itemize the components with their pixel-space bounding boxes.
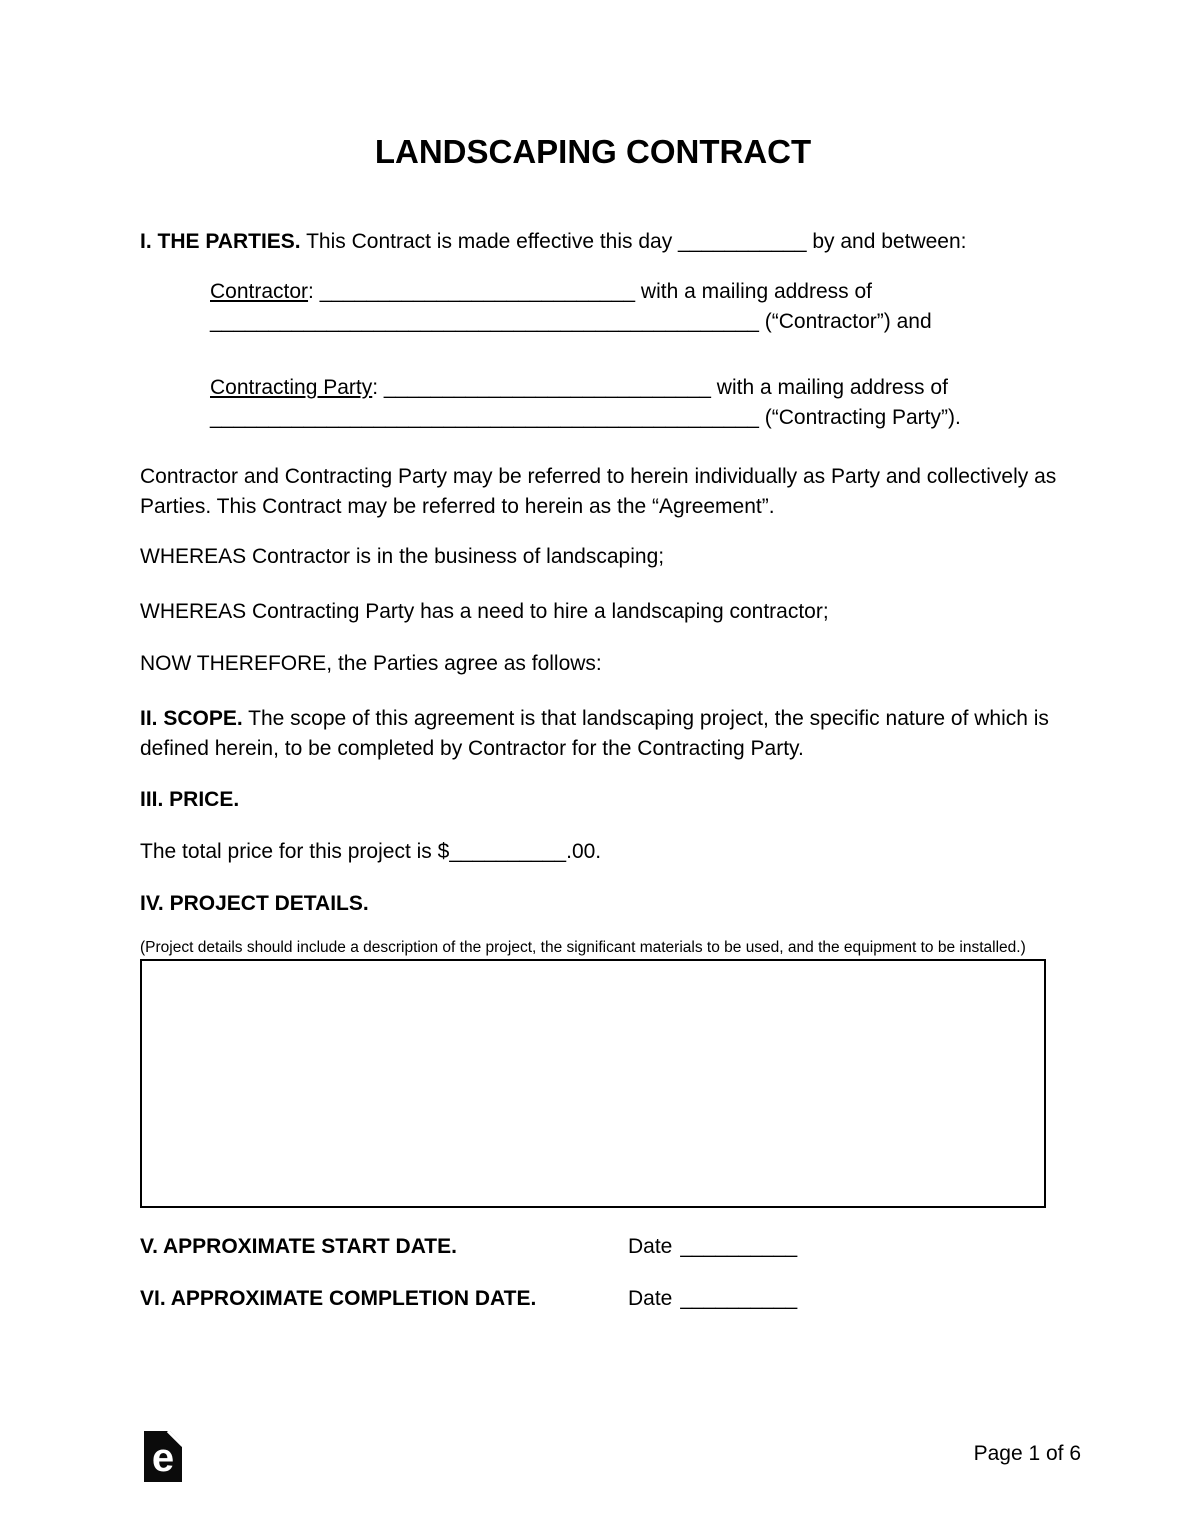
contractor-name-blank: ___________________________ (319, 280, 636, 303)
contractor-line1-tail: with a mailing address of (635, 280, 873, 303)
project-details-box (140, 959, 1046, 1208)
parties-intro-line (140, 227, 1046, 257)
scope-paragraph (140, 704, 1065, 764)
effective-date-blank: ___________ (678, 230, 807, 253)
contracting-party-name-blank: ____________________________ (383, 376, 711, 399)
eforms-logo (144, 1431, 182, 1482)
now-therefore-clause: NOW THEREFORE, the Parties agree as follows: (140, 652, 602, 675)
contractor-line2-tail: (“Contractor”) and (758, 310, 932, 333)
project-details-heading-line (140, 889, 1046, 919)
contractor-line-2 (210, 307, 1046, 337)
contractor-line-1 (210, 277, 1046, 307)
start-date-label: Date (628, 1235, 673, 1258)
contracting-party-line-2 (210, 403, 1046, 433)
price-amount-blank: __________ (449, 840, 567, 863)
page-number: Page 1 of 6 (973, 1442, 1081, 1465)
referral-paragraph: Contractor and Contracting Party may be referred to herein individually as Party and collectively as Parties. This Contract may be referred to herein as the “Agreement”. (140, 465, 1057, 518)
price-section-heading: III. PRICE. (140, 788, 240, 811)
eforms-logo-letter: e (151, 1435, 175, 1480)
project-details-section-heading: IV. PROJECT DETAILS. (140, 892, 369, 915)
completion-date-blank: __________ (680, 1287, 798, 1310)
start-date-section-heading: V. APPROXIMATE START DATE. (140, 1235, 457, 1258)
contractor-label: Contractor (210, 280, 309, 303)
price-body-pre: The total price for this project is $ (140, 840, 450, 863)
page-title: LANDSCAPING CONTRACT (374, 133, 812, 170)
contracting-party-label-separator: : (372, 376, 384, 399)
contracting-party-line-1 (210, 373, 1046, 403)
completion-date-section-heading: VI. APPROXIMATE COMPLETION DATE. (140, 1287, 537, 1310)
parties-intro-post: by and between: (806, 230, 967, 253)
price-line (140, 837, 1046, 867)
contracting-party-line1-tail: with a mailing address of (710, 376, 948, 399)
contracting-party-clause (210, 373, 1046, 433)
whereas-contracting-party-clause: WHEREAS Contracting Party has a need to hire a landscaping contractor; (140, 600, 829, 623)
price-body-post: .00. (566, 840, 602, 863)
contractor-address-blank: _______________________________________________ (210, 310, 759, 333)
contractor-label-separator: : (308, 280, 320, 303)
price-section-heading-line (140, 785, 1046, 815)
whereas-contractor-clause: WHEREAS Contractor is in the business of landscaping; (140, 545, 665, 568)
scope-section-heading: II. SCOPE. (140, 707, 243, 730)
contracting-party-line2-tail: (“Contracting Party”). (758, 406, 961, 429)
project-details-note: (Project details should include a description of the project, the significant materials to be used, and the equipment to be installed.) (140, 939, 1026, 956)
contracting-party-label: Contracting Party (210, 376, 373, 399)
parties-section-heading: I. THE PARTIES. (140, 230, 301, 253)
contracting-party-address-blank: _______________________________________________ (210, 406, 759, 429)
contractor-clause (210, 277, 1046, 337)
completion-date-row (140, 1284, 1046, 1314)
start-date-row (140, 1232, 1046, 1262)
scope-body: The scope of this agreement is that landscaping project, the specific nature of which is defined herein, to be completed by Contractor for the Contracting Party. (140, 707, 1049, 760)
start-date-blank: __________ (680, 1235, 798, 1258)
completion-date-label: Date (628, 1287, 673, 1310)
parties-intro-pre: This Contract is made effective this day (300, 230, 679, 253)
